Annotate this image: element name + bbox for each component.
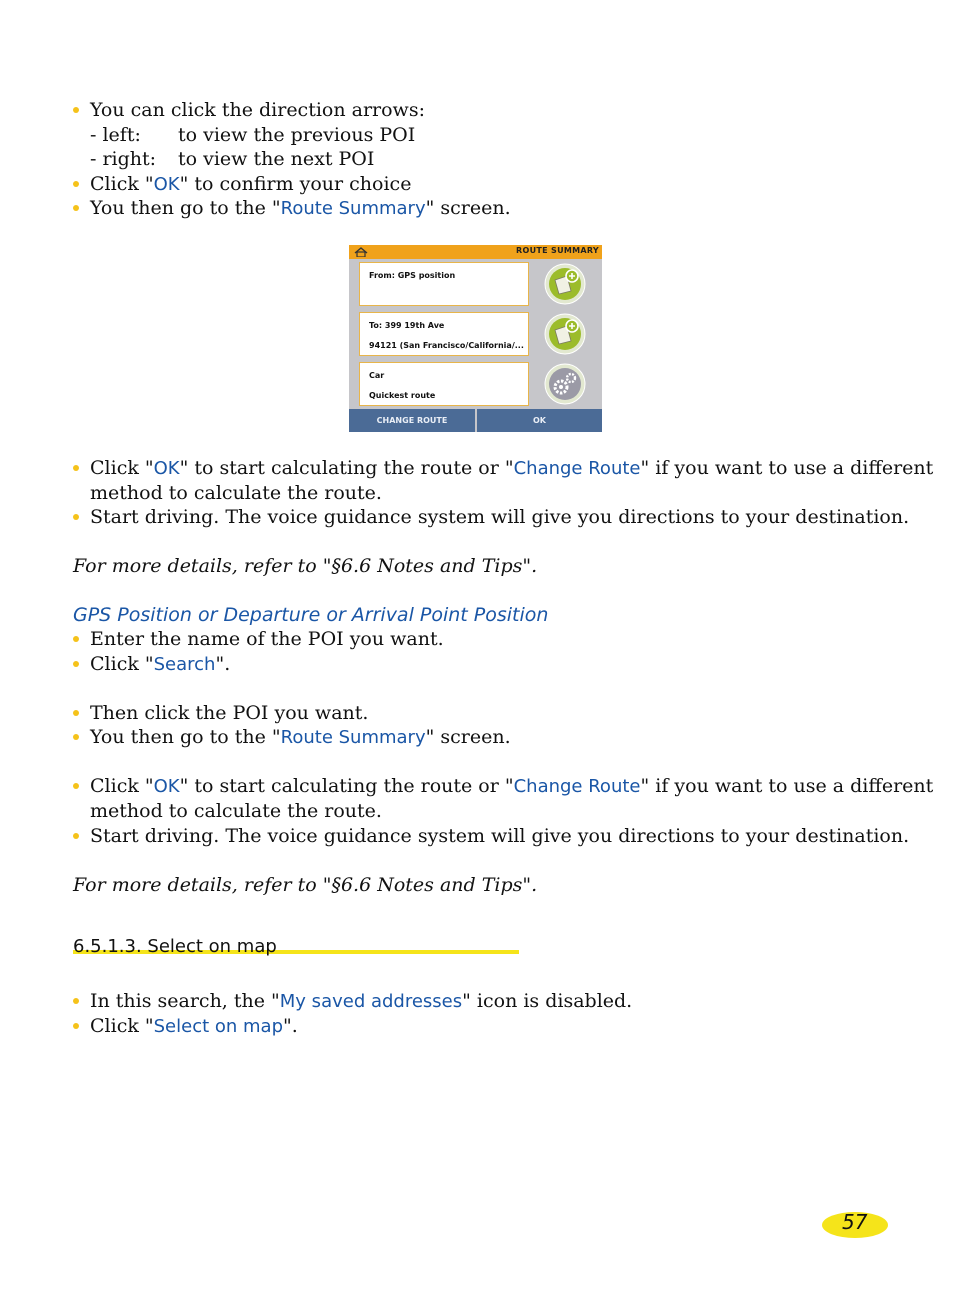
section-subheading: GPS Position or Departure or Arrival Point Position [73,604,549,626]
bottom-button-bar [349,409,602,432]
text-fragment: " if you want to use a different [640,775,934,797]
text-line: method to calculate the route. [90,482,382,504]
text-line [90,1014,298,1039]
bullet [73,1023,79,1029]
text-line [90,456,933,481]
text-fragment: " to start calculating the route or " [179,775,514,797]
bullet [73,107,79,113]
note: For more details, refer to "§6.6 Notes and Tips". [73,874,538,896]
keyword-change-route: Change Route [513,776,641,797]
add-location-icon[interactable] [544,263,586,305]
text-fragment: You then go to the " [90,197,281,219]
keyword-route-summary: Route Summary [280,727,426,748]
text-line: You can click the direction arrows: [90,99,425,121]
text-fragment: You then go to the " [90,726,281,748]
text-fragment: Click " [90,653,154,675]
text-line: Enter the name of the POI you want. [90,628,444,650]
text-line [90,652,230,677]
to-address: To: 399 19th Ave [369,321,445,330]
change-route-button[interactable]: CHANGE ROUTE [376,416,448,425]
page-number-badge [822,1212,888,1238]
text-line: Start driving. The voice guidance system will give you directions to your destination. [90,825,910,847]
bullet [73,833,79,839]
text-fragment: In this search, the " [90,990,280,1012]
page-number: 57 [842,1210,868,1234]
text-fragment: " to confirm your choice [179,173,412,195]
route-options-field[interactable] [359,362,529,406]
bullet [73,514,79,520]
bullet [73,205,79,211]
text-fragment: Click " [90,775,154,797]
sub-item-label: - right: [90,148,157,170]
keyword-ok: OK [153,776,180,797]
text-fragment: " icon is disabled. [462,990,633,1012]
text-fragment: Click " [90,457,154,479]
text-line [90,989,632,1014]
add-location-icon[interactable] [544,313,586,355]
bullet [73,734,79,740]
note: For more details, refer to "§6.6 Notes and Tips". [73,555,538,577]
title-bar [349,245,602,259]
screen-title: ROUTE SUMMARY [516,246,599,255]
text-line [90,172,411,197]
text-fragment: ". [215,653,231,675]
keyword-search: Search [153,654,216,675]
bullet [73,661,79,667]
text-line: method to calculate the route. [90,800,382,822]
home-icon [353,247,369,257]
text-fragment: " screen. [425,197,511,219]
bullet [73,783,79,789]
sub-item-text: to view the next POI [178,148,375,170]
text-line [90,196,511,221]
section-heading: 6.5.1.3. Select on map [73,936,277,957]
keyword-route-summary: Route Summary [280,198,426,219]
ok-button[interactable]: OK [533,416,546,425]
keyword-select-on-map: Select on map [153,1016,284,1037]
screen-body [349,259,602,409]
text-line [90,774,933,799]
sub-item-text: to view the previous POI [178,124,416,146]
to-field[interactable] [359,312,529,356]
keyword-change-route: Change Route [513,458,641,479]
text-line: Start driving. The voice guidance system will give you directions to your destination. [90,506,910,528]
sub-item-label: - left: [90,124,141,146]
text-fragment: Click " [90,1015,154,1037]
text-fragment: " if you want to use a different [640,457,934,479]
keyword-ok: OK [153,458,180,479]
text-line [90,725,511,750]
from-text: From: GPS position [369,271,456,280]
text-fragment: " screen. [425,726,511,748]
text-fragment: Click " [90,173,154,195]
to-city: 94121 (San Francisco/California/... [369,341,524,350]
bullet [73,465,79,471]
text-line: Then click the POI you want. [90,702,369,724]
bullet [73,998,79,1004]
route-summary-screenshot [349,245,602,432]
vehicle-type: Car [369,371,385,380]
text-fragment: " to start calculating the route or " [179,457,514,479]
keyword-ok: OK [153,174,180,195]
bullet [73,181,79,187]
bullet [73,636,79,642]
gears-icon[interactable] [544,363,586,405]
keyword-my-saved-addresses: My saved addresses [279,991,463,1012]
from-field[interactable] [359,262,529,306]
route-type: Quickest route [369,391,436,400]
bullet [73,710,79,716]
text-fragment: ". [283,1015,298,1037]
